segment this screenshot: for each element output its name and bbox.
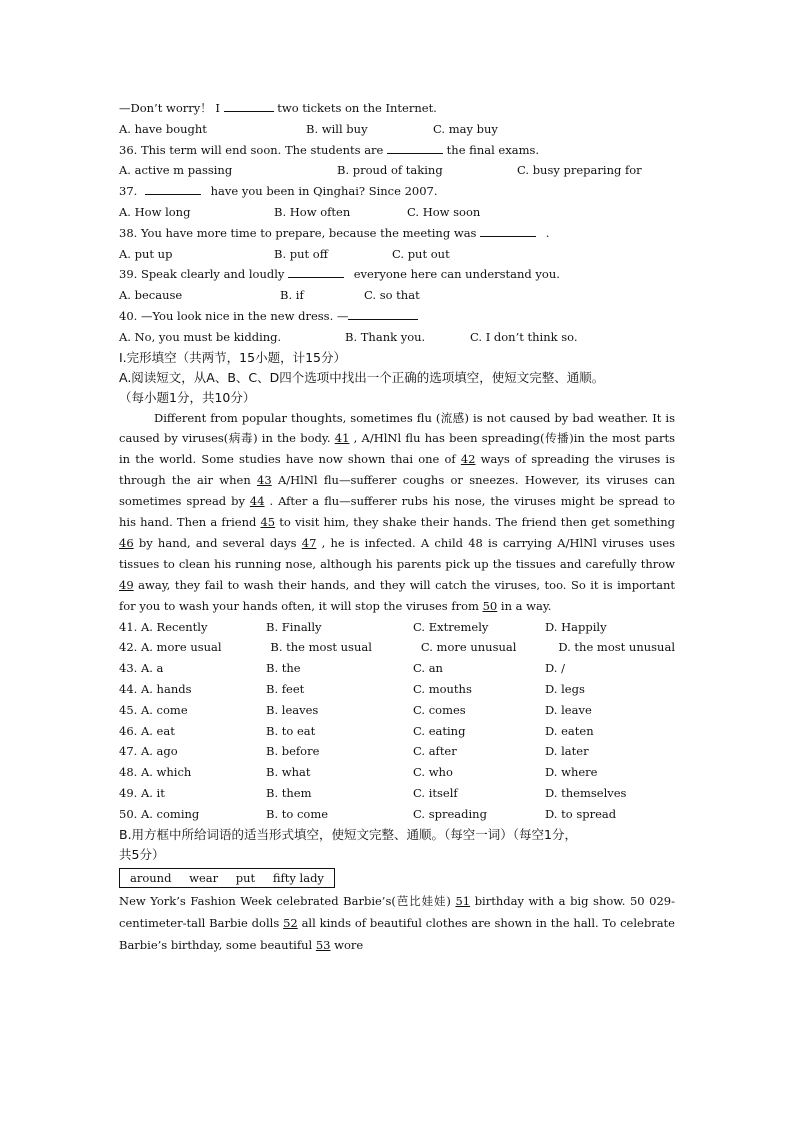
blank-51: 51 (455, 893, 471, 908)
blank-45: 45 (260, 515, 276, 530)
word-option: put (235, 870, 256, 885)
exam-page (119, 98, 675, 956)
options-48: 48. A. which B. what C. who D. where (119, 765, 598, 780)
section-b-instructions: B.用方框中所给词语的适当形式填空，使短文完整、通顺。（每空一词）（每空1分， (119, 826, 578, 842)
word-option: fifty lady (272, 870, 324, 885)
options-45: 45. A. come B. leaves C. comes D. leave (119, 702, 592, 717)
answer-blank[interactable] (288, 265, 344, 278)
answer-blank[interactable] (224, 99, 274, 112)
word-option: wear (189, 870, 219, 885)
blank-44: 44 (249, 494, 265, 509)
section-heading: I.完形填空（共两节，15小题，计15分） (119, 349, 346, 365)
options-44: 44. A. hands B. feet C. mouths D. legs (119, 682, 585, 697)
answer-blank[interactable] (480, 224, 536, 237)
question-36-options: A. active m passing B. proud of taking C. busy preparing for (119, 163, 642, 178)
question-39: 39. Speak clearly and loudly everyone here can understand you. (119, 267, 560, 282)
options-42: 42. A. more usual B. the most usual C. more unusual D. the most unusual (119, 640, 675, 655)
options-50: 50. A. coming B. to come C. spreading D. to spread (119, 806, 617, 821)
section-b-passage: New York’s Fashion Week celebrated Barbie’s(芭比娃娃) 51 birthday with a big show. 50 029- centimeter-tall Barbie dolls 52 all kinds of beautiful clothes are shown in the hall. To celebrate Barbie’s birthday, some beautiful 53 wore (119, 893, 676, 952)
section-a-scoring: （每小题1分，共10分） (119, 389, 256, 405)
section-a-instructions: A.阅读短文，从A、B、C、D四个选项中找出一个正确的选项填空，使短文完整、通顺。 (119, 369, 605, 385)
blank-53: 53 (315, 937, 331, 952)
cloze-passage: Different from popular thoughts, sometimes flu (流感) is not caused by bad weather. It is caused by viruses(病毒) in the body. 41 , A/HlNl flu has been spreading(传播)in the most parts in the world. Some studies have now shown thai one of 42 ways of spreading the viruses is through the air when 43 A/HlNl flu—sufferer coughs or sneezes. However, its viruses can sometimes spread by 44 . After a flu—sufferer rubs his nose, the viruses might be spread to his hand. Then a friend 45 to visit him, they shake their hands. The friend then get something 46 by hand, and several days 47 , he is infected. A child 48 is carrying A/HlNl viruses uses tissues to clean his running nose, although his parents pick up the tissues and carefully throw 49 away, they fail to wash their hands, and they will catch the viruses, too. So it is important for you to wash your hands often, it will stop the viruses from 50 in a way. (119, 410, 676, 613)
answer-blank[interactable] (387, 141, 443, 154)
question-36: 36. This term will end soon. The students are the final exams. (119, 142, 540, 157)
blank-46: 46 (119, 536, 134, 550)
word-box (119, 868, 335, 888)
options-49: 49. A. it B. them C. itself D. themselves (119, 786, 627, 800)
options-46: 46. A. eat B. to eat C. eating D. eaten (119, 723, 594, 738)
question-40: 40. —You look nice in the new dress. — (119, 306, 675, 327)
blank-41: 41 (334, 431, 350, 446)
options-47: 47. A. ago B. before C. after D. later (119, 744, 589, 759)
blank-50: 50 (482, 598, 498, 613)
blank-43: 43 (257, 473, 272, 488)
blank-52: 52 (283, 915, 298, 930)
section-b-scoring: 共5分） (119, 846, 165, 862)
blank-47: 47 (301, 536, 317, 550)
blank-42: 42 (460, 452, 476, 467)
blank-49: 49 (119, 577, 134, 592)
answer-blank[interactable] (348, 307, 418, 320)
question-38-options: A. put up B. put off C. put out (119, 246, 450, 261)
question-35-options: A. have bought B. will buy C. may buy (119, 121, 498, 136)
question-40-options: A. No, you must be kidding. B. Thank you. C. I don’t think so. (119, 329, 578, 344)
options-43: 43. A. a B. the C. an D. / (119, 661, 565, 676)
question-37-options: A. How long B. How often C. How soon (119, 204, 481, 219)
question-39-options: A. because B. if C. so that (119, 288, 420, 303)
question-37: 37. have you been in Qinghai? Since 2007. (119, 184, 438, 199)
answer-blank[interactable] (145, 182, 201, 195)
word-option: around (130, 870, 172, 885)
question-35: —Don’t worry！ I two tickets on the Internet. (119, 101, 437, 115)
options-41: 41. A. Recently B. Finally C. Extremely D. Happily (119, 619, 607, 634)
question-38: 38. You have more time to prepare, because the meeting was . (119, 225, 550, 240)
